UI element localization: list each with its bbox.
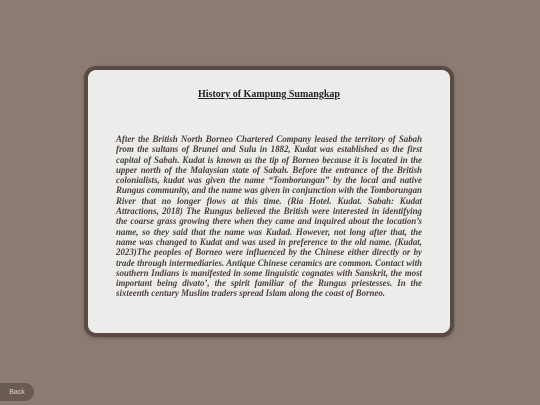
card-title: History of Kampung Sumangkap bbox=[198, 89, 340, 100]
back-button[interactable]: Back bbox=[0, 383, 34, 401]
history-card bbox=[84, 66, 454, 337]
history-text: After the British North Borneo Chartered Company leased the territory of Sabah from the sultans of Brunei and Sulu in 1882, Kudat was established as the first capital of Sabah. Kudat is known as the tip of Borneo because it is located in the upper north of the Malaysian state of Sabah. Before the entrance of the British colonialists, kudat was given the name “Tomborungan” by the local and native Rungus community, and the name was given in conjunction with the Tomborungan River that no longer flows at this time. (Ria Hotel. Kudat. Sabah: Kudat Attractions, 2018) The Rungus believed the British were interested in identifying the coarse grass growing there when they came and inquired about the location’s name, so they said that the name was Kudad. However, not long after that, the name was changed to Kudat and was used in preference to the old name. (Kudat, 2023)The peoples of Borneo were influenced by the Chinese either directly or by trade through intermediaries. Antique Chinese ceramics are common. Contact with southern Indians is manifested in some linguistic cognates with Sanskrit, the most important being divato’, the spirit familiar of the Rungus priestesses. In the sixteenth century Muslim traders spread Islam along the coast of Borneo. bbox=[116, 134, 422, 299]
